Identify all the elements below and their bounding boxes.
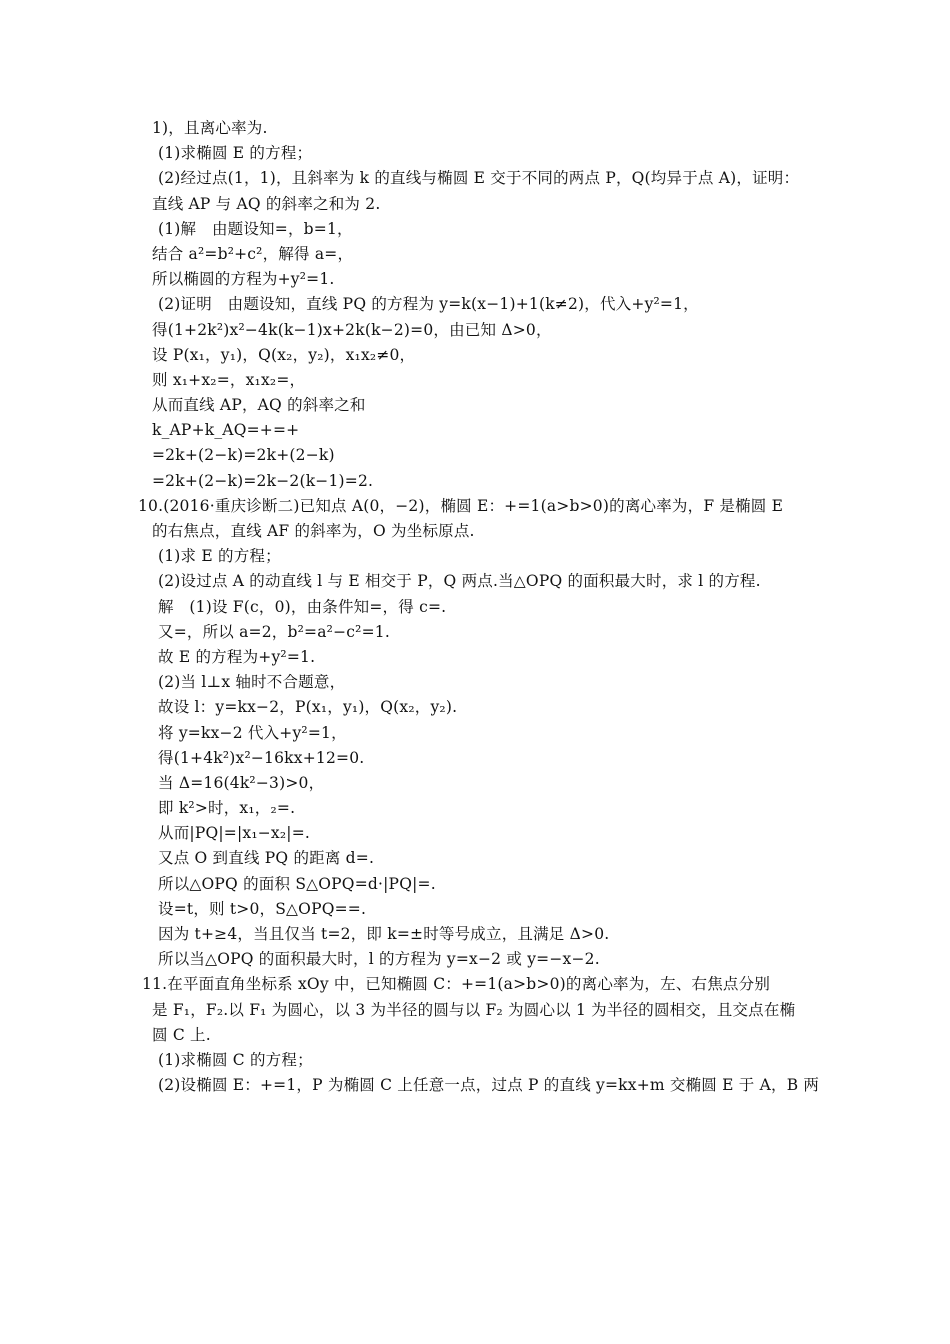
- text-line: 故设 l：y=kx−2，P(x₁，y₁)，Q(x₂，y₂).: [158, 698, 458, 717]
- text-line: 又点 O 到直线 PQ 的距离 d=.: [158, 849, 375, 868]
- text-line: 结合 a²=b²+c²，解得 a=，: [152, 244, 354, 263]
- text-line: 直线 AP 与 AQ 的斜率之和为 2.: [152, 194, 381, 213]
- problem-10-heading: 10.(2016·重庆诊断二)已知点 A(0，−2)，椭圆 E：+=1(a>b>0)的离心率为，F 是椭圆 E: [138, 496, 784, 515]
- text-line: 设 P(x₁，y₁)，Q(x₂，y₂)，x₁x₂≠0，: [152, 345, 416, 364]
- text-line: (1)求椭圆 E 的方程；: [158, 144, 313, 163]
- text-line: (2)设椭圆 E：+=1，P 为椭圆 C 上任意一点，过点 P 的直线 y=kx+m 交椭圆 E 于 A，B 两: [158, 1076, 820, 1095]
- text-line: (1)解 由题设知=，b=1，: [158, 219, 353, 238]
- text-line: 得(1+4k²)x²−16kx+12=0.: [158, 748, 365, 767]
- text-line: 又=，所以 a=2，b²=a²−c²=1.: [158, 622, 390, 641]
- text-line: 圆 C 上.: [152, 1025, 211, 1044]
- text-line: 解 (1)设 F(c，0)，由条件知=，得 c=.: [158, 597, 447, 616]
- problem-11-heading: 11.在平面直角坐标系 xOy 中，已知椭圆 C：+=1(a>b>0)的离心率为，左、右焦点分别: [142, 975, 771, 994]
- text-line: 1)，且离心率为.: [152, 119, 268, 137]
- text-line: 设=t，则 t>0，S△OPQ==.: [158, 899, 367, 918]
- text-line: 将 y=kx−2 代入+y²=1，: [158, 723, 347, 742]
- text-line: 所以椭圆的方程为+y²=1.: [152, 270, 335, 289]
- text-line: (1)求椭圆 C 的方程；: [158, 1050, 313, 1069]
- text-line: 则 x₁+x₂=，x₁x₂=，: [152, 370, 306, 389]
- text-line: =2k+(2−k)=2k+(2−k): [152, 446, 335, 465]
- text-line: 从而|PQ|=|x₁−x₂|=.: [158, 824, 311, 843]
- text-line: 所以当△OPQ 的面积最大时，l 的方程为 y=x−2 或 y=−x−2.: [158, 950, 600, 969]
- text-line: 因为 t+≥4，当且仅当 t=2，即 k=±时等号成立，且满足 Δ>0.: [158, 925, 610, 943]
- text-line: (2)当 l⊥x 轴时不合题意，: [158, 673, 346, 692]
- document-body: [0, 116, 950, 1098]
- text-line: 即 k²>时，x₁，₂=.: [158, 799, 296, 818]
- text-line: 故 E 的方程为+y²=1.: [158, 647, 316, 666]
- text-line: 得(1+2k²)x²−4k(k−1)x+2k(k−2)=0，由已知 Δ>0，: [152, 320, 552, 339]
- text-line: 的右焦点，直线 AF 的斜率为，O 为坐标原点.: [152, 522, 475, 540]
- text-line: =2k+(2−k)=2k−2(k−1)=2.: [152, 471, 374, 490]
- text-line: 当 Δ=16(4k²−3)>0，: [158, 773, 325, 792]
- text-line: (2)经过点(1，1)，且斜率为 k 的直线与椭圆 E 交于不同的两点 P，Q(均异于点 A)，证明：: [158, 169, 800, 188]
- text-line: 是 F₁，F₂.以 F₁ 为圆心，以 3 为半径的圆与以 F₂ 为圆心以 1 为半径的圆相交，且交点在椭: [152, 1000, 796, 1019]
- text-line: k_AP+k_AQ=+=+: [152, 421, 300, 440]
- text-line: (1)求 E 的方程；: [158, 547, 281, 566]
- text-line: 所以△OPQ 的面积 S△OPQ=d·|PQ|=.: [158, 874, 436, 893]
- text-line: (2)设过点 A 的动直线 l 与 E 相交于 P，Q 两点.当△OPQ 的面积最大时，求 l 的方程.: [158, 572, 761, 591]
- text-line: (2)证明 由题设知，直线 PQ 的方程为 y=k(x−1)+1(k≠2)，代入+y²=1，: [158, 295, 699, 314]
- text-line: 从而直线 AP，AQ 的斜率之和: [152, 396, 366, 415]
